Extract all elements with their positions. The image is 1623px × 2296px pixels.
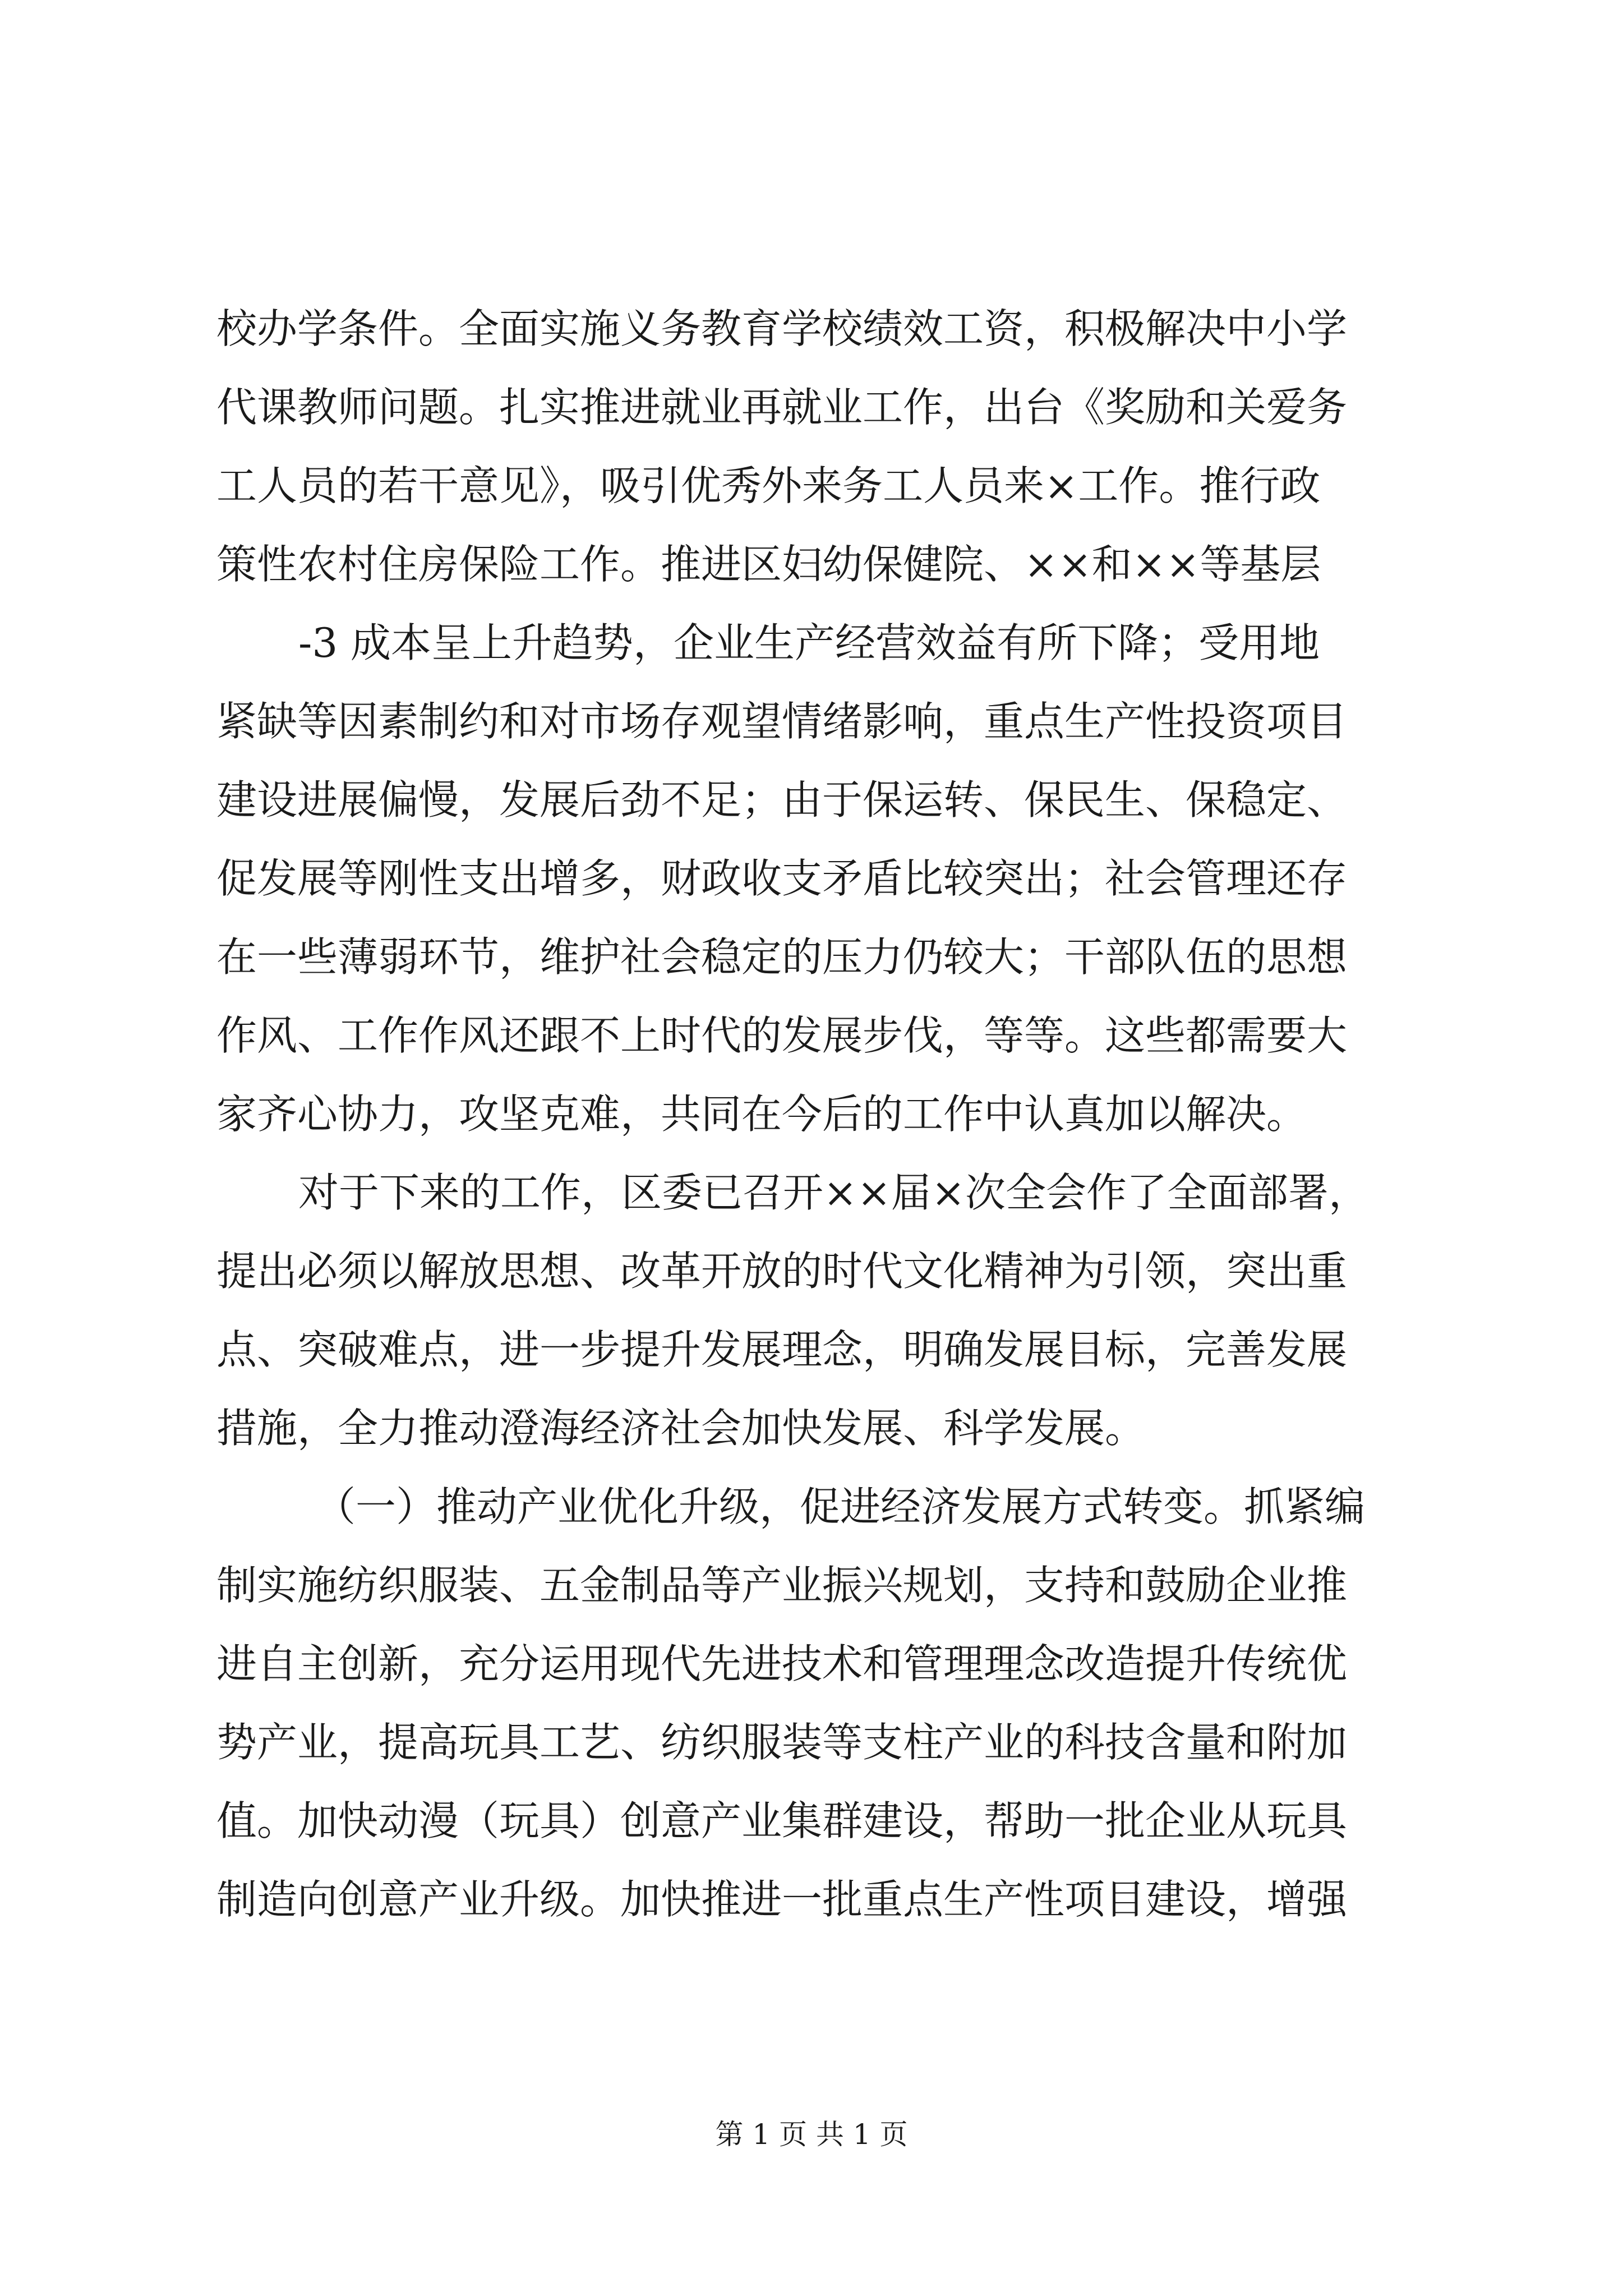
text-line: 措施，全力推动澄海经济社会加快发展、科学发展。 — [216, 1405, 1146, 1452]
text-line: 制造向创意产业升级。加快推进一批重点生产性项目建设，增强 — [216, 1876, 1348, 1923]
text-line: 在一些薄弱环节，维护社会稳定的压力仍较大；干部队伍的思想 — [216, 933, 1348, 981]
text-line: （一）推动产业优化升级，促进经济发展方式转变。抓紧编 — [315, 1483, 1366, 1530]
text-line: 代课教师问题。扎实推进就业再就业工作，出台《奖励和关爱务 — [216, 384, 1348, 431]
text-line: 进自主创新，充分运用现代先进技术和管理理念改造提升传统优 — [216, 1640, 1348, 1687]
text-line: 校办学条件。全面实施义务教育学校绩效工资，积极解决中小学 — [216, 305, 1348, 352]
text-line: 作风、工作作风还跟不上时代的发展步伐，等等。这些都需要大 — [216, 1012, 1348, 1059]
text-line: 制实施纺织服装、五金制品等产业振兴规划，支持和鼓励企业推 — [216, 1562, 1348, 1609]
text-line: 工人员的若干意见》，吸引优秀外来务工人员来×工作。推行政 — [216, 462, 1321, 509]
text-line: 提出必须以解放思想、改革开放的时代文化精神为引领，突出重 — [216, 1248, 1348, 1295]
text-line: -3 成本呈上升趋势，企业生产经营效益有所下降；受用地 — [298, 619, 1320, 666]
text-line: 值。加快动漫（玩具）创意产业集群建设，帮助一批企业从玩具 — [216, 1797, 1348, 1844]
text-line: 建设进展偏慢，发展后劲不足；由于保运转、保民生、保稳定、 — [216, 776, 1348, 823]
text-line: 家齐心协力，攻坚克难，共同在今后的工作中认真加以解决。 — [216, 1091, 1307, 1138]
text-line: 策性农村住房保险工作。推进区妇幼保健院、××和××等基层 — [216, 541, 1321, 588]
text-line: 点、突破难点，进一步提升发展理念，明确发展目标，完善发展 — [216, 1326, 1348, 1373]
text-line: 紧缺等因素制约和对市场存观望情绪影响，重点生产性投资项目 — [216, 698, 1348, 745]
text-line: 对于下来的工作，区委已召开××届×次全会作了全面部署， — [298, 1169, 1369, 1216]
text-line: 促发展等刚性支出增多，财政收支矛盾比较突出；社会管理还存 — [216, 855, 1348, 902]
text-line: 势产业，提高玩具工艺、纺织服装等支柱产业的科技含量和附加 — [216, 1719, 1348, 1766]
document-body — [216, 289, 1422, 1939]
page-footer: 第 1 页 共 1 页 — [715, 2118, 908, 2151]
